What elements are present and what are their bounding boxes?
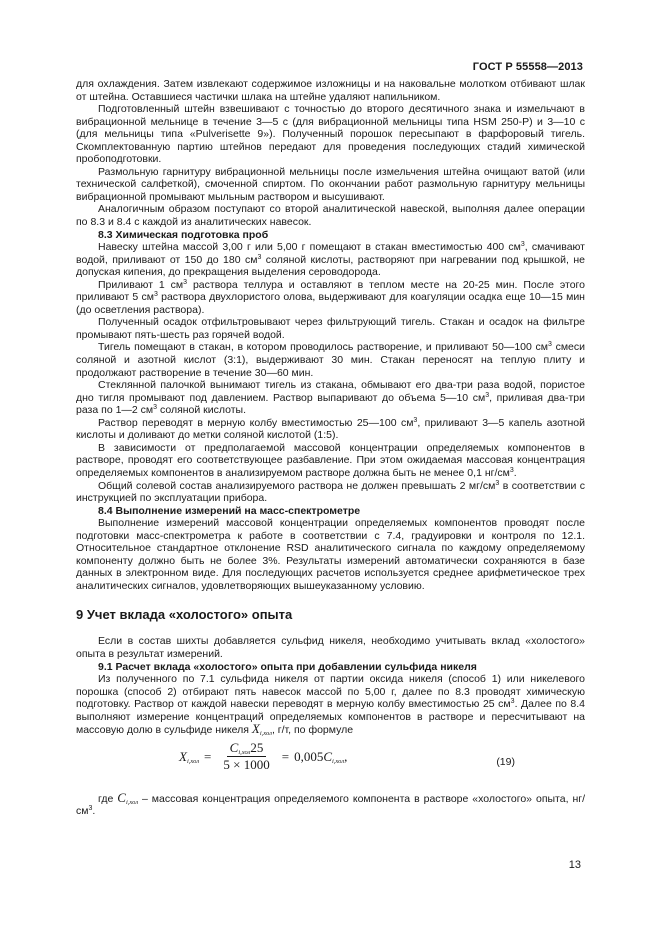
- paragraph: Размольную гарнитуру вибрационной мельницы после измельчения штейна очищают ватой (или технической салфеткой), смоченной спиртом. По окончании работ размольную гарнитуру мельницы вибрационной промывают мыльным раствором и высушивают.: [76, 165, 585, 203]
- section-heading-9-1: 9.1 Расчет вклада «холостого» опыта при добавлении сульфида никеля: [98, 660, 477, 673]
- document-body: [76, 78, 585, 818]
- formula-rhs-var: $C_{i,хол}$: [323, 748, 345, 765]
- paragraph: Аналогичным образом поступают со второй аналитической навеской, выполняя далее операции по 8.3 и 8.4 с каждой из аналитических навесок.: [76, 203, 585, 229]
- paragraph: Раствор переводят в мерную колбу вместимостью 25—100 $см^3$, приливают 3—5 капель азотной кислоты и доливают до метки соляной кислотой (1:5).: [76, 416, 585, 442]
- section-heading-8-3: 8.3 Химическая подготовка проб: [98, 228, 269, 241]
- variable-x: $X_{i,хол}$: [251, 721, 272, 738]
- section-heading-9: 9 Учет вклада «холостого» опыта: [76, 607, 293, 623]
- page-number: 13: [568, 859, 581, 871]
- paragraph: Приливают 1 $см^3$ раствора теллура и оставляют в теплом месте на 20-25 мин. После этого приливают 5 $см^3$ раствора двухлористого олова, выдерживают для коагуляции осадка еще 10—15 мин (до осветления раствора).: [76, 278, 585, 316]
- formula-expression: $X_{i,хол}$ = $\frac{C_{i,хол}25}{5 \times 1000}$ = 0,005 $C_{i,хол}$ ,: [179, 739, 348, 773]
- paragraph: Стеклянной палочкой вынимают тигель из стакана, обмывают его два-три раза водой, пористое дно тигля промывают под давлением. Раствор выпаривают до объема 5—10 $см^3$, приливая два-три раза по 1—2 $см^3$ соляной кислоты.: [76, 379, 585, 417]
- paragraph: Если в состав шихты добавляется сульфид никеля, необходимо учитывать вклад «холостого» опыта в результат измерений.: [76, 635, 585, 660]
- standard-header: ГОСТ Р 55558—2013: [472, 61, 583, 73]
- paragraph: для охлаждения. Затем извлекают содержимое изложницы и на наковальне молотком отбивают шлак от штейна. Оставшиеся частички шлака на штейне удаляют напильником.: [76, 78, 585, 103]
- paragraph: Навеску штейна массой 3,00 г или 5,00 г помещают в стакан вместимостью 400 $см^3$, смачивают водой, приливают от 150 до 180 $см^3$ соляной кислоты, растворяют при нагревании под крышкой, не допуская кипения, до прекращения выделения сероводорода.: [76, 241, 585, 279]
- paragraph: Тигель помещают в стакан, в котором проводилось растворение, и приливают 50—100 $см^3$ смеси соляной и азотной кислот (3:1), выдерживают 30 мин. Стакан переносят на теплую плиту и продолжают растворение в течение 30—60 мин.: [76, 341, 585, 379]
- paragraph: где $C_{i,хол}$ – массовая концентрация определяемого компонента в растворе «холостого» опыта, $нг/см^3$.: [76, 789, 585, 818]
- variable-c: $C_{i,хол}$: [117, 789, 139, 806]
- paragraph: В зависимости от предполагаемой массовой концентрации определяемых компонентов в растворе, проводят его соответствующее разбавление. При этом ожидаемая массовая концентрация определяемых компонентов в анализируемом растворе должна быть не менее 0,1 $нг/см^3$.: [76, 441, 585, 479]
- section-heading-8-4: 8.4 Выполнение измерений на масс-спектрометре: [98, 504, 361, 517]
- paragraph: Из полученного по 7.1 сульфида никеля от партии оксида никеля (способ 1) или никелевого порошка (способ 2) отбирают пять навесок массой по 5,00 г, далее по 8.3 проводят химическую подготовку. Раствор от каждой навески переводят в мерную колбу вместимостью 25 $см^3$. Далее по 8.4 выполняют измерение концентраций определяемых компонентов в растворе и пересчитывают на массовую долю в сульфиде никеля $X_{i,хол}$, г/т, по формуле: [76, 673, 585, 738]
- formula-19: [76, 740, 585, 790]
- paragraph: Подготовленный штейн взвешивают с точностью до второго десятичного знака и измельчают в вибрационной мельнице в течение 3—5 с (для вибрационной мельницы типа HSM 250-P) и 3—10 с (для мельницы типа «Pulverisette 9»). Полученный порошок пересыпают в фарфоровый тигель. Скомплектованную партию штейнов передают для проведения последующих стадий химической пробоподготовки.: [76, 103, 585, 166]
- equation-number: (19): [496, 755, 515, 768]
- paragraph: Общий солевой состав анализируемого раствора не должен превышать 2 $мг/см^3$ в соответствии с инструкцией по эксплуатации прибора.: [76, 479, 586, 505]
- paragraph: Выполнение измерений массовой концентрации определяемых компонентов проводят после подготовки масс-спектрометра к работе в соответствии с 7.4, градуировки и контроля по 12.1. Относительное стандартное отклонение RSD аналитического сигнала по каждому определяемому компоненту должно быть не более 3%. Результаты измерений автоматически сохраняются в базе данных в электронном виде. Для последующих расчетов используется среднее арифметическое трех аналитических сигналов, удовлетворяющих вышеуказанному условию.: [76, 517, 585, 592]
- formula-fraction: $\frac{C_{i,хол}25}{5 \times 1000}$: [223, 739, 270, 773]
- paragraph: Полученный осадок отфильтровывают через фильтрующий тигель. Стакан и осадок на фильтре промывают пять-шесть раз горячей водой.: [76, 316, 585, 341]
- formula-lhs: $X_{i,хол}$: [179, 748, 200, 765]
